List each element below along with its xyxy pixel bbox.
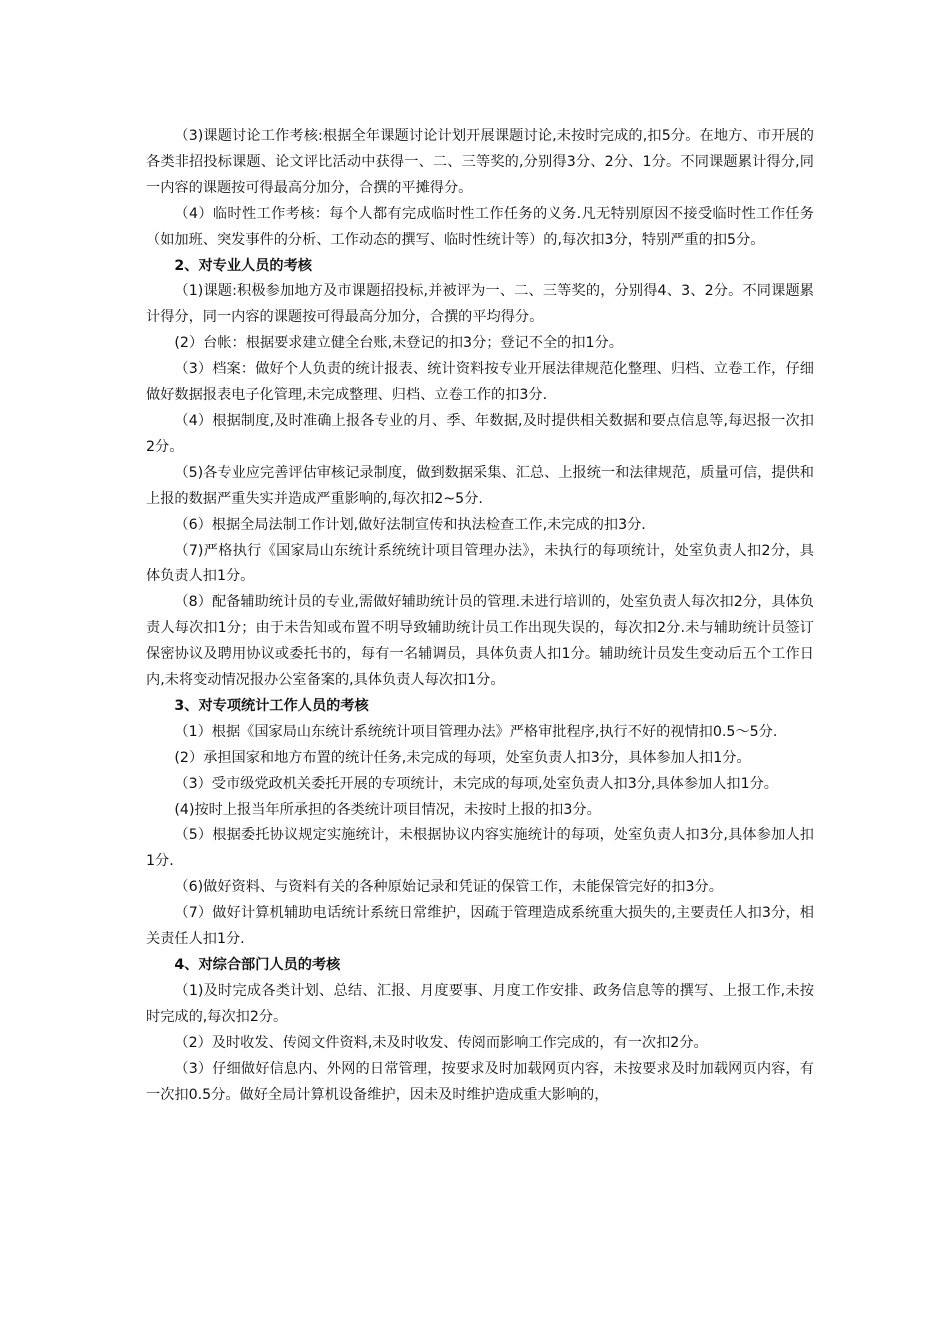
- paragraph: （3）受市级党政机关委托开展的专项统计，未完成的每项,处室负责人扣3分,具体参加人扣1分。: [174, 775, 778, 792]
- paragraph: （6）根据全局法制工作计划,做好法制宣传和执法检查工作,未完成的扣3分.: [174, 516, 646, 533]
- paragraph: （3）档案：做好个人负责的统计报表、统计资料按专业开展法律规范化整理、归档、立卷工作，仔细做好数据报表电子化管理,未完成整理、归档、立卷工作的扣3分.: [146, 361, 814, 404]
- paragraph: （1)课题:积极参加地方及市课题招投标,并被评为一、二、三等奖的，分别得4、3、2分。不同课题累计得分，同一内容的课题按可得最高分加分，合撰的平均得分。: [146, 283, 814, 326]
- paragraph: （7）做好计算机辅助电话统计系统日常维护，因疏于管理造成系统重大损失的,主要责任人扣3分，相关责任人扣1分.: [146, 905, 814, 948]
- paragraph: （5）根据委托协议规定实施统计，未根据协议内容实施统计的每项，处室负责人扣3分,具体参加人扣1分.: [146, 827, 814, 870]
- paragraph: （2）及时收发、传阅文件资料,未及时收发、传阅而影响工作完成的，有一次扣2分。: [174, 1034, 708, 1051]
- paragraph: （4）根据制度,及时准确上报各专业的月、季、年数据,及时提供相关数据和要点信息等,每迟报一次扣2分。: [146, 412, 814, 455]
- paragraph: （7)严格执行《国家局山东统计系统统计项目管理办法》，未执行的每项统计，处室负责人扣2分，具体负责人扣1分。: [146, 542, 814, 585]
- document-body: [146, 124, 814, 1108]
- paragraph: (4)按时上报当年所承担的各类统计项目情况，未按时上报的扣3分。: [174, 801, 601, 818]
- paragraph: （3)课题讨论工作考核:根据全年课题讨论计划开展课题讨论,未按时完成的,扣5分。在地方、市开展的各类非招投标课题、论文评比活动中获得一、二、三等奖的,分别得3分、2分、1分。不同课题累计得分,同一内容的课题按可得最高分加分，合撰的平摊得分。: [146, 128, 814, 196]
- section-heading: 4、对综合部门人员的考核: [174, 957, 341, 973]
- paragraph: （5)各专业应完善评估审核记录制度，做到数据采集、汇总、上报统一和法律规范，质量可信，提供和上报的数据严重失实并造成严重影响的,每次扣2~5分.: [146, 464, 814, 507]
- paragraph: (2）台帐：根据要求建立健全台账,未登记的扣3分；登记不全的扣1分。: [174, 335, 623, 352]
- paragraph: （8）配备辅助统计员的专业,需做好辅助统计员的管理.未进行培训的，处室负责人每次扣2分，具体负责人每次扣1分；由于未告知或布置不明导致辅助统计员工作出现失误的，每次扣2分.未与辅助统计员签订保密协议及聘用协议或委托书的，每有一名辅调员，具体负责人扣1分。辅助统计员发生变动后五个工作日内,未将变动情况报办公室备案的,具体负责人每次扣1分。: [146, 594, 814, 689]
- paragraph: （1）根据《国家局山东统计系统统计项目管理办法》严格审批程序,执行不好的视情扣0.5～5分.: [174, 723, 778, 740]
- paragraph: （6)做好资料、与资料有关的各种原始记录和凭证的保管工作，未能保管完好的扣3分。: [174, 879, 723, 896]
- section-heading: 3、对专项统计工作人员的考核: [174, 697, 369, 714]
- paragraph: (2）承担国家和地方布置的统计任务,未完成的每项，处室负责人扣3分，具体参加人扣1分。: [174, 749, 751, 766]
- paragraph: （4）临时性工作考核：每个人都有完成临时性工作任务的义务.凡无特别原因不接受临时性工作任务（如加班、突发事件的分析、工作动态的撰写、临时性统计等）的,每次扣3分，特别严重的扣5分。: [146, 205, 814, 248]
- paragraph: （1)及时完成各类计划、总结、汇报、月度要事、月度工作安排、政务信息等的撰写、上报工作,未按时完成的,每次扣2分。: [146, 982, 814, 1025]
- section-heading: 2、对专业人员的考核: [174, 257, 312, 274]
- paragraph: （3）仔细做好信息内、外网的日常管理，按要求及时加载网页内容，未按要求及时加载网页内容，有一次扣0.5分。做好全局计算机设备维护，因未及时维护造成重大影响的，: [146, 1060, 814, 1103]
